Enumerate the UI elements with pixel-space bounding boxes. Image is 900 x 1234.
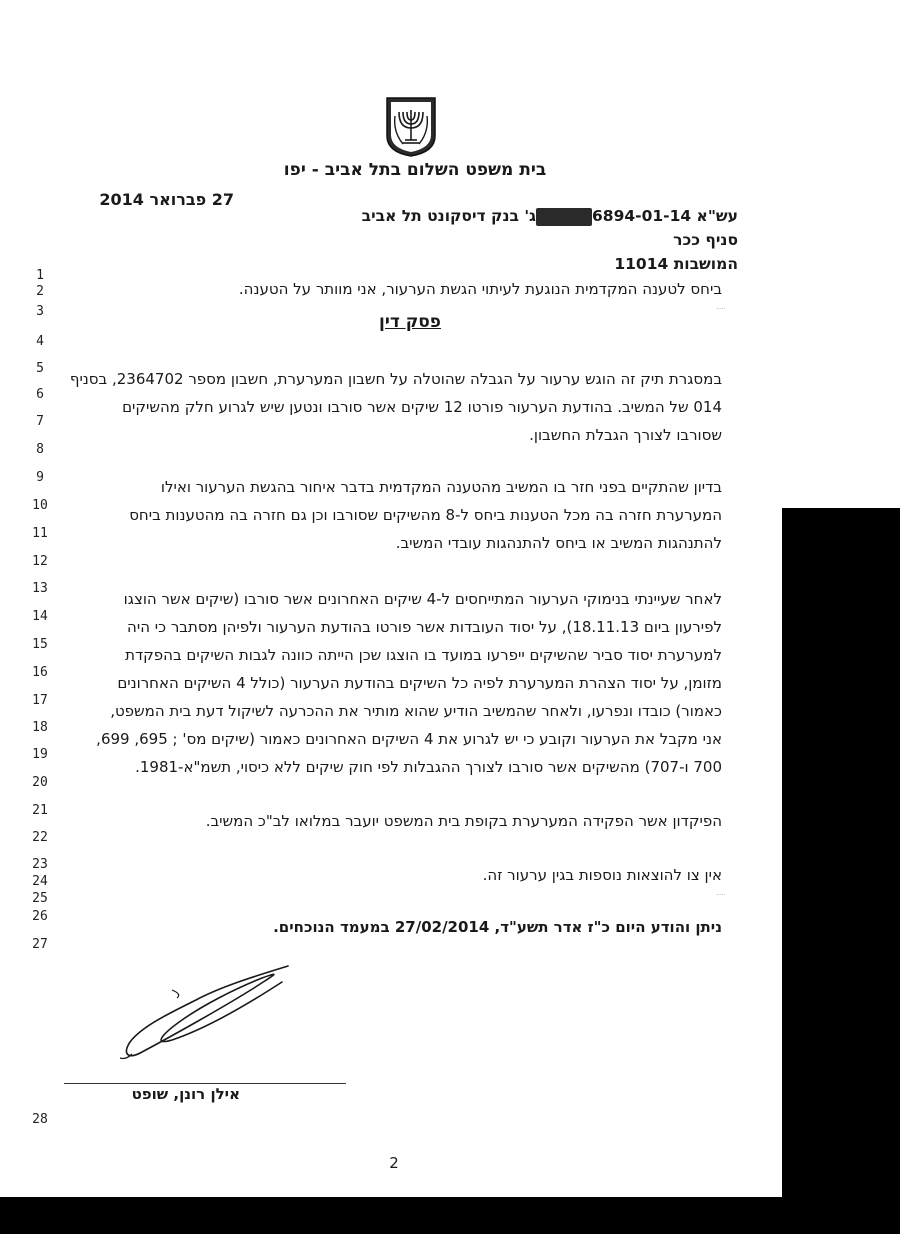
paragraph-5: אין צו להוצאות נוספות בגין ערעור זה. bbox=[482, 866, 722, 884]
line-number: 26 bbox=[32, 909, 48, 924]
paragraph-3-line: לאחר שעיינתי בנימוקי הערעור המתייחסים ל-4 שיקים האחרונים אשר סורבו (שיקים אשר הוצגו bbox=[123, 590, 722, 608]
state-emblem-icon bbox=[383, 96, 439, 158]
line-number: 22 bbox=[32, 830, 48, 845]
paragraph-1-line: שסורבו לצורך הגבלת החשבון. bbox=[529, 426, 722, 444]
line-number: 2 bbox=[36, 284, 44, 299]
line-number: 19 bbox=[32, 747, 48, 762]
line-number: 12 bbox=[32, 554, 48, 569]
scan-speck: ····· bbox=[716, 306, 726, 313]
line-number: 27 bbox=[32, 937, 48, 952]
line-number: 24 bbox=[32, 874, 48, 889]
paragraph-2-line: להתנהגות המשיב או ביחס להתנהגות עובדי המשיב. bbox=[395, 534, 722, 552]
line-number: 4 bbox=[36, 334, 44, 349]
paragraph-2-line: המערערת חזרה בה מכל הטענות ביחס ל-8 מהשיקים שסורבו וכן גם חזרה בה מהטענות ביחס bbox=[129, 506, 722, 524]
paragraph-3-line: לפירעון ביום 18.11.13), על יסוד העובדות אשר פורטו בהודעת הערעור ולפיהן מסתבר כי היה bbox=[127, 618, 722, 636]
scan-border-right bbox=[782, 508, 900, 1234]
case-line-1 bbox=[360, 204, 738, 252]
paragraph-3-line: אני מקבל את הערעור וקובע כי יש לגרוע את 4 השיקים האחרונים כאמור (שיקים מס' ; 695, 699, bbox=[96, 730, 722, 748]
case-parties: ג' בנק דיסקונט תל אביב סניף ככר bbox=[361, 207, 738, 249]
line-number: 3 bbox=[36, 304, 44, 319]
line-number: 23 bbox=[32, 857, 48, 872]
case-number: עש"א 6894-01-14 bbox=[592, 207, 738, 225]
paragraph-1-line: במסגרת תיק זה הוגש ערעור על הגבלה שהוטלה על חשבון המערערת, חשבון מספר 2364702, בסניף bbox=[69, 370, 722, 388]
line-number: 18 bbox=[32, 720, 48, 735]
line-number: 25 bbox=[32, 891, 48, 906]
line-number: 6 bbox=[36, 387, 44, 402]
line-number: 20 bbox=[32, 775, 48, 790]
line-number: 16 bbox=[32, 665, 48, 680]
case-details bbox=[360, 204, 738, 276]
line-number: 28 bbox=[32, 1112, 48, 1127]
redacted-name bbox=[536, 208, 592, 226]
line-number: 14 bbox=[32, 609, 48, 624]
line-number: 17 bbox=[32, 693, 48, 708]
line-number: 21 bbox=[32, 803, 48, 818]
scan-speck: ····· bbox=[716, 892, 726, 899]
line-number: 1 bbox=[36, 268, 44, 283]
line-number: 11 bbox=[32, 526, 48, 541]
line-number: 7 bbox=[36, 414, 44, 429]
judgment-title: פסק דין bbox=[378, 312, 441, 332]
paragraph-1-line: 014 של המשיב. בהודעת הערעור פורטו 12 שיקים אשר סורבו ונטען שיש לגרוע חלק מהשיקים bbox=[122, 398, 722, 416]
page-number: 2 bbox=[389, 1154, 399, 1172]
line-number: 10 bbox=[32, 498, 48, 513]
intro-paragraph: ביחס לטענה המקדמית הנוגעת לעיתוי הגשת הערעור, אני מוותר על הטענה. bbox=[238, 280, 722, 298]
document-date: 27 פברואר 2014 bbox=[99, 190, 234, 209]
signature-line bbox=[64, 1083, 346, 1084]
line-number: 8 bbox=[36, 442, 44, 457]
line-number: 15 bbox=[32, 637, 48, 652]
paragraph-3-line: מזומן, על יסוד הצהרת המערערת לפיה כל השיקים בהודעת הערעור (כולל 4 השיקים האחרונים bbox=[117, 674, 722, 692]
given-statement: ניתן והודע היום כ"ז אדר תשע"ד, 27/02/2014 במעמד הנוכחים. bbox=[273, 918, 722, 936]
paragraph-2-line: בדיון שהתקיים בפני חזר בו המשיב מהטענה המקדמית בדבר איחור בהגשת הערעור ואילו bbox=[160, 478, 722, 496]
judge-signature bbox=[112, 960, 302, 1065]
scan-border-bottom bbox=[0, 1197, 900, 1234]
court-name: בית משפט השלום בתל אביב - יפו bbox=[283, 160, 547, 180]
paragraph-4: הפיקדון אשר הפקידה המערערת בקופת בית המשפט יועבר במלואו לב"כ המשיב. bbox=[205, 812, 722, 830]
paragraph-3-line: 700 ו-707) מהשיקים אשר סורבו לצורך ההגבלות לפי חוק שיקים ללא כיסוי, תשמ"א-1981. bbox=[135, 758, 722, 776]
paragraph-3-line: כאמור) כובדו ונפרעו, ולאחר שהמשיב הודיע שהוא מותיר את ההכרעה לשיקול דעת בית המשפט, bbox=[110, 702, 722, 720]
judge-name: אילן רונן, שופט bbox=[131, 1085, 240, 1103]
line-number: 13 bbox=[32, 581, 48, 596]
paragraph-3-line: למערערת יסוד סביר שהשיקים ייפרעו במועד בו הוצגו שכן הייתה כוונה לגבות השיקים בהפקדת bbox=[125, 646, 722, 664]
line-number: 9 bbox=[36, 470, 44, 485]
line-number: 5 bbox=[36, 361, 44, 376]
case-line-2: המושבות 11014 bbox=[614, 255, 738, 273]
